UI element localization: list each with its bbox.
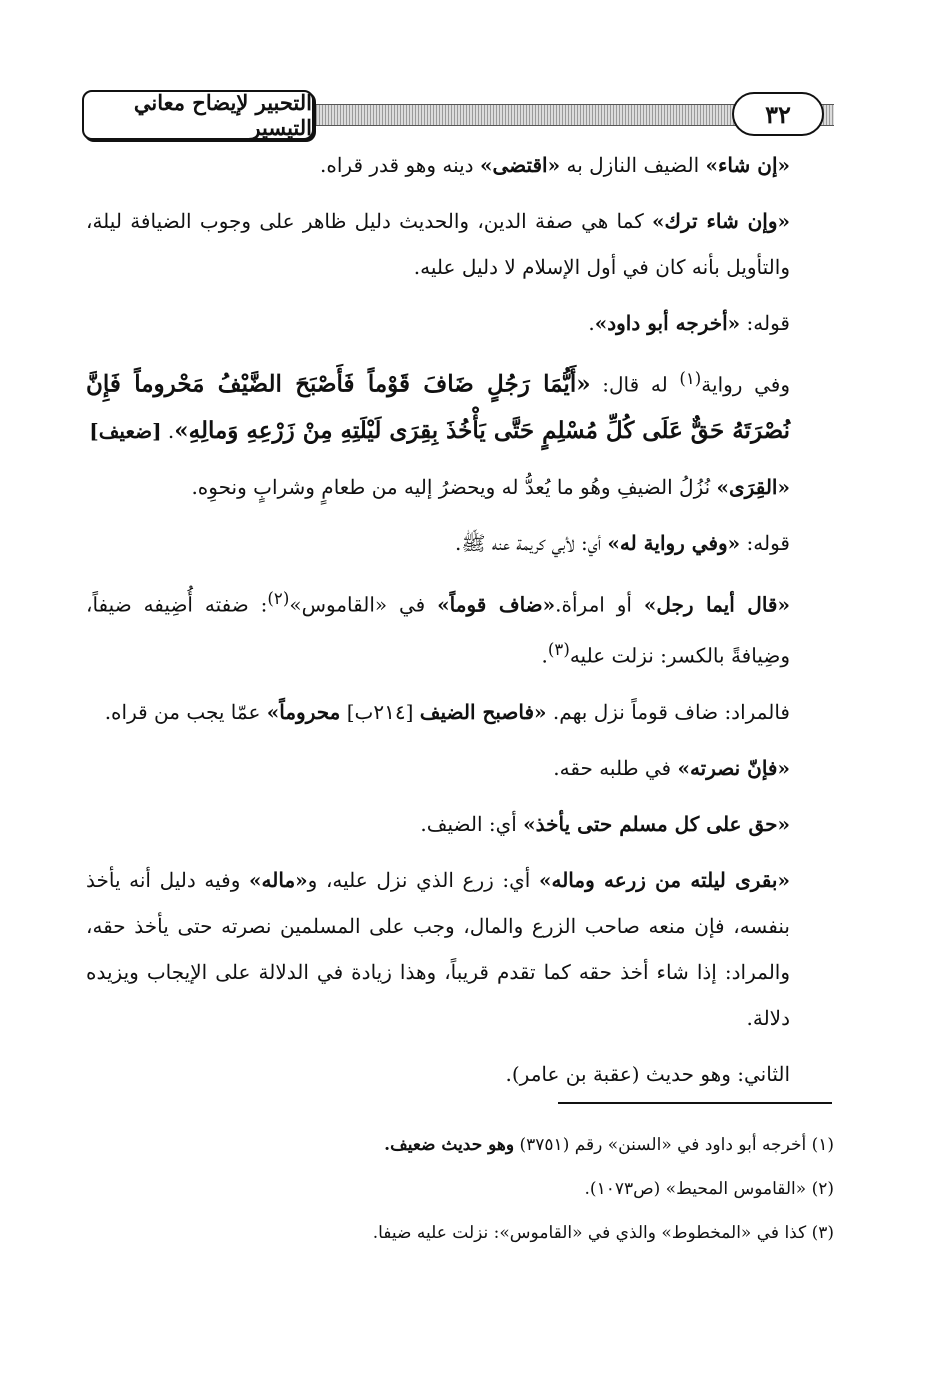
quoted-term: «اقتضى» — [479, 153, 561, 177]
text-run: . — [588, 311, 595, 335]
quoted-term: «ضاف قوماً» — [437, 592, 556, 617]
book-title: التحبير لإيضاح معاني التيسير — [82, 90, 314, 140]
main-text — [86, 142, 834, 1107]
paragraph-9 — [86, 745, 834, 791]
paragraph-10 — [86, 801, 834, 847]
text-run: أي: لأبي كريمة عنه ﷺ. — [455, 530, 608, 555]
footnote-grading: وهو حديث ضعيف. — [384, 1135, 515, 1155]
text-run: الضيف النازل به — [560, 153, 706, 177]
quoted-term: «أخرجه أبو داود» — [594, 311, 741, 335]
footnote-separator — [558, 1102, 832, 1104]
footnote-ref-1: (١) — [679, 369, 702, 388]
text-run: . — [541, 643, 548, 668]
quoted-term: «حق على كل مسلم حتى يأخذ» — [523, 811, 790, 836]
text-run: (٢) «القاموس المحيط» (ص١٠٧٣). — [584, 1179, 834, 1199]
paragraph-11 — [86, 857, 834, 1041]
quoted-term: «قال أيما رجل» — [643, 592, 790, 617]
text-run: : ضفته أُضِيفه ضيفاً، وضِيافةً بالكسر: نزلت عليه — [86, 592, 790, 668]
page-header — [82, 90, 834, 142]
text-run: دينه وهو قدر قراه. — [320, 153, 480, 177]
paragraph-8 — [86, 689, 834, 735]
footnote-ref-2: (٢) — [267, 588, 290, 608]
text-run: أي: الضيف. — [420, 811, 524, 836]
quoted-term: «القِرَى» — [716, 474, 790, 499]
text-run: كما هي صفة الدين، والحديث دليل ظاهر على وجوب الضيافة ليلة، والتأويل بأنه كان في أول الإسلام لا دليل عليه. — [86, 209, 790, 279]
footnote-1 — [86, 1134, 834, 1156]
hadith-text: «أَيُّمَا رَجُلٍ ضَافَ قَوْماً فَأَصْبَحَ الضَّيْفُ مَحْروماً فَإِنَّ نُصْرَتَهُ حَقٌّ عَلَى كُلِّ مُسْلِمٍ حَتَّى يَأْخُذَ بِقِرَى لَيْلَتِهِ مِنْ زَرْعِهِ وَمالِهِ» — [86, 370, 790, 444]
text-run: الثاني: وهو حديث (عقبة بن عامر). — [505, 1061, 790, 1086]
manuscript-folio-marker: [٢١٤ب] — [340, 699, 420, 724]
paragraph-7 — [86, 576, 834, 679]
paragraph-6 — [86, 520, 834, 566]
text-run: في طلبه حقه. — [553, 755, 678, 780]
quoted-term: «ماله» — [249, 867, 308, 892]
text-run: له قال: — [590, 372, 680, 397]
text-run: (١) أخرجه أبو داود في «السنن» رقم (٣٧٥١) — [514, 1135, 834, 1155]
quoted-term: «فإنّ نصرته» — [677, 755, 790, 780]
quoted-term: «إن شاء» — [705, 153, 790, 177]
footnotes — [86, 1134, 834, 1266]
text-run: أو امرأة. — [555, 592, 644, 617]
paragraph-5 — [86, 464, 834, 510]
text-run: عمّا يجب من قراه. — [104, 699, 267, 724]
footnote-ref-3: (٣) — [547, 640, 570, 660]
footnote-3 — [86, 1222, 834, 1244]
text-run: قوله: — [740, 530, 790, 555]
text-run: وفيه دليل أنه يأخذ بنفسه، فإن منعه صاحب الزرع والمال، وجب على المسلمين نصرته حتى يأخذ حقه، والمراد: إذا شاء أخذ حقه كما تقدم قريباً، وهذا زيادة في الدلالة على الإيجاب ويزيده دلالة. — [86, 867, 790, 1030]
text-run: فالمراد: ضاف قوماً نزل بهم. — [546, 699, 790, 724]
quoted-term: «وإن شاء ترك» — [652, 209, 791, 233]
paragraph-4 — [86, 356, 834, 454]
paragraph-2 — [86, 198, 834, 290]
paragraph-1 — [86, 142, 834, 188]
text-run: . — [161, 418, 175, 443]
quoted-term: «وفي رواية له» — [607, 530, 741, 555]
text-run: قوله: — [740, 311, 790, 335]
page-number: ٣٢ — [732, 92, 824, 136]
paragraph-3 — [86, 300, 834, 346]
paragraph-12 — [86, 1051, 834, 1097]
text-run: نُزُلُ الضيفِ وهُو ما يُعدُّ له ويحضرُ إليه من طعامٍ وشرابٍ ونحوِه. — [191, 474, 717, 499]
text-run: (٣) كذا في «المخطوط» والذي في «القاموس»: نزلت عليه ضيفا. — [372, 1223, 834, 1243]
quoted-term: محروماً» — [266, 699, 341, 724]
text-run: وفي رواية — [701, 372, 790, 397]
quoted-term: «بقرى ليلته من زرعه وماله» — [538, 867, 790, 892]
quoted-term: «فاصبح الضيف — [419, 699, 547, 724]
text-run: في «القاموس» — [289, 592, 438, 617]
grading-label: [ضعيف] — [89, 418, 162, 443]
footnote-2 — [86, 1178, 834, 1200]
text-run: أي: زرع الذي نزل عليه، و — [307, 867, 539, 892]
